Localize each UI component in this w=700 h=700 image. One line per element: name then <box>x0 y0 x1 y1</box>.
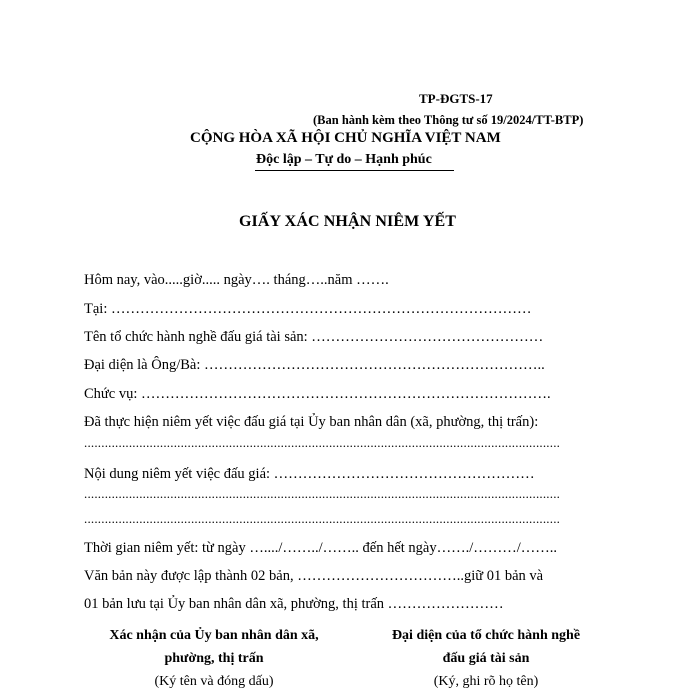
signature-title: Đại diện của tổ chức hành nghề <box>391 628 581 643</box>
commune-signature-block <box>86 624 342 693</box>
organization-signature-block <box>358 624 614 693</box>
nation-heading: CỘNG HÒA XÃ HỘI CHỦ NGHĨA VIỆT NAM <box>190 130 501 146</box>
document-title: GIẤY XÁC NHẬN NIÊM YẾT <box>239 213 457 230</box>
organization-line: Tên tổ chức hành nghề đấu giá tài sản: ………………………………………… <box>84 329 544 345</box>
signature-note: (Ký tên và đóng dấu) <box>154 674 274 689</box>
content-line: Nội dung niêm yết việc đấu giá: ……………………………………………… <box>84 466 535 482</box>
issued-note: (Ban hành kèm theo Thông tư số 19/2024/TT-BTP) <box>313 113 584 127</box>
signature-title: Xác nhận của Ủy ban nhân dân xã, <box>109 628 319 643</box>
copies-line: Văn bản này được lập thành 02 bản, ……………………………..giữ 01 bản và <box>84 568 544 584</box>
archive-line: 01 bản lưu tại Ủy ban nhân dân xã, phường, thị trấn …………………… <box>84 596 504 612</box>
date-line: Hôm nay, vào.....giờ..... ngày…. tháng…..năm ……. <box>84 272 389 288</box>
fill-line: .......................................................................................................................................... <box>84 486 561 501</box>
period-line: Thời gian niêm yết: từ ngày …..../……../…….. đến hết ngày……./………/…….. <box>84 540 558 556</box>
place-line: Tại: …………………………………………………………………………… <box>84 301 532 317</box>
signature-title: đấu giá tài sản <box>442 651 530 666</box>
position-line: Chức vụ: …………………………………………………………………………. <box>84 386 551 402</box>
motto: Độc lập – Tự do – Hạnh phúc <box>256 152 432 167</box>
signature-note: (Ký, ghi rõ họ tên) <box>433 674 539 689</box>
form-code: TP-ĐGTS-17 <box>419 91 493 106</box>
representative-line: Đại diện là Ông/Bà: …………………………………………………………….. <box>84 357 545 373</box>
signature-title: phường, thị trấn <box>164 651 264 666</box>
fill-line: .......................................................................................................................................... <box>84 435 561 450</box>
motto-underline <box>255 170 454 171</box>
posted-at-line: Đã thực hiện niêm yết việc đấu giá tại Ủy ban nhân dân (xã, phường, thị trấn): <box>84 414 539 430</box>
fill-line: .......................................................................................................................................... <box>84 511 561 526</box>
